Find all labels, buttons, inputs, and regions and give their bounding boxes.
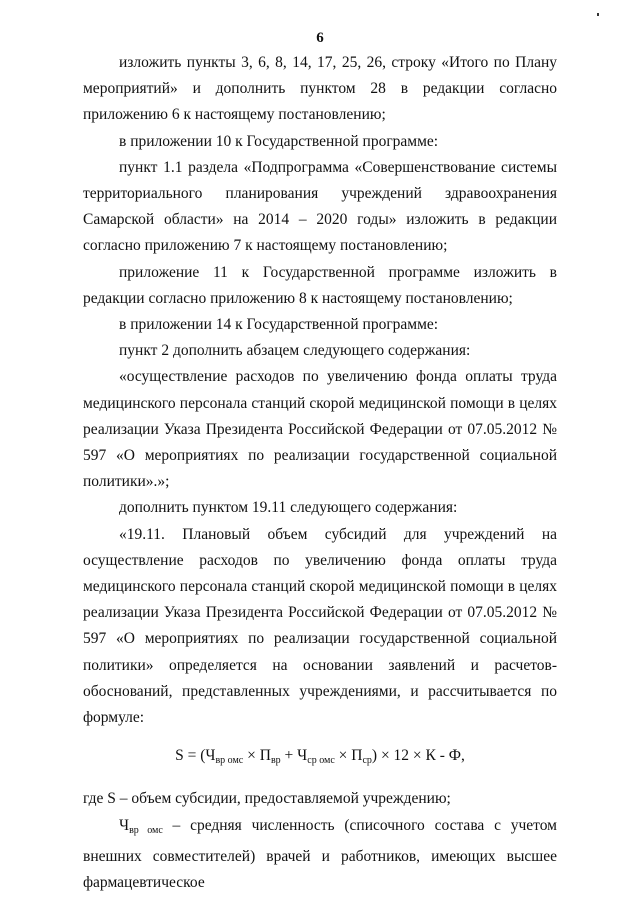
- subsidy-formula: $S = (Ч_{вр омс} \times П_{вр} + Ч_{ср омс} \times П_{ср}) \times 12 \times К - Ф$,: [175, 747, 465, 767]
- paragraph-4: приложение 11 к Государственной программе изложить в редакции согласно приложению 8 к настоящему постановлению;: [83, 263, 557, 307]
- paragraph-9: «19.11. Плановый объем субсидий для учреждений на осуществление расходов по увеличению фонда оплаты труда медицинского персонала станций скорой медицинской помощи в целях реализации Указа Президента Российской Федерации от 07.05.2012 № 597 «О мероприятиях по реализации государственной социальной политики» определяется на основании заявлений и расчетов-обоснований, представленных учреждениями, и рассчитывается по формуле:: [83, 525, 557, 727]
- paragraph-7: «осуществление расходов по увеличению фонда оплаты труда медицинского персонала станций скорой медицинской помощи в целях реализации Указа Президента Российской Федерации от 07.05.2012 № 597 «О мероприятиях по реализации государственной социальной политики».»;: [83, 368, 557, 491]
- paragraph-3: пункт 1.1 раздела «Подпрограмма «Совершенствование системы территориального планирования учреждений здравоохранения Самарской области» на 2014 – 2020 годы» изложить в редакции согласно приложению 7 к настоящему постановлению;: [83, 158, 557, 255]
- formula-definition-ch: $Ч_{вр омс}$ – средняя численность (списочного состава с учетом внешних совместителей) врачей и работников, имеющих высшее фармацевтическое: [83, 816, 557, 892]
- page-number: 6: [316, 30, 324, 46]
- paragraph-1: изложить пункты 3, 6, 8, 14, 17, 25, 26, строку «Итого по Плану мероприятий» и дополнить пунктом 28 в редакции согласно приложению 6 к настоящему постановлению;: [83, 54, 557, 124]
- document-body: [83, 50, 557, 896]
- paragraph-6: пункт 2 дополнить абзацем следующего содержания:: [119, 342, 471, 360]
- scan-speck: [597, 13, 599, 16]
- formula-definition-s: где S – объем субсидии, предоставляемой учреждению;: [83, 790, 451, 808]
- paragraph-5: в приложении 14 к Государственной программе:: [119, 316, 439, 334]
- paragraph-2: в приложении 10 к Государственной программе:: [119, 132, 439, 150]
- paragraph-8: дополнить пунктом 19.11 следующего содержания:: [119, 499, 458, 517]
